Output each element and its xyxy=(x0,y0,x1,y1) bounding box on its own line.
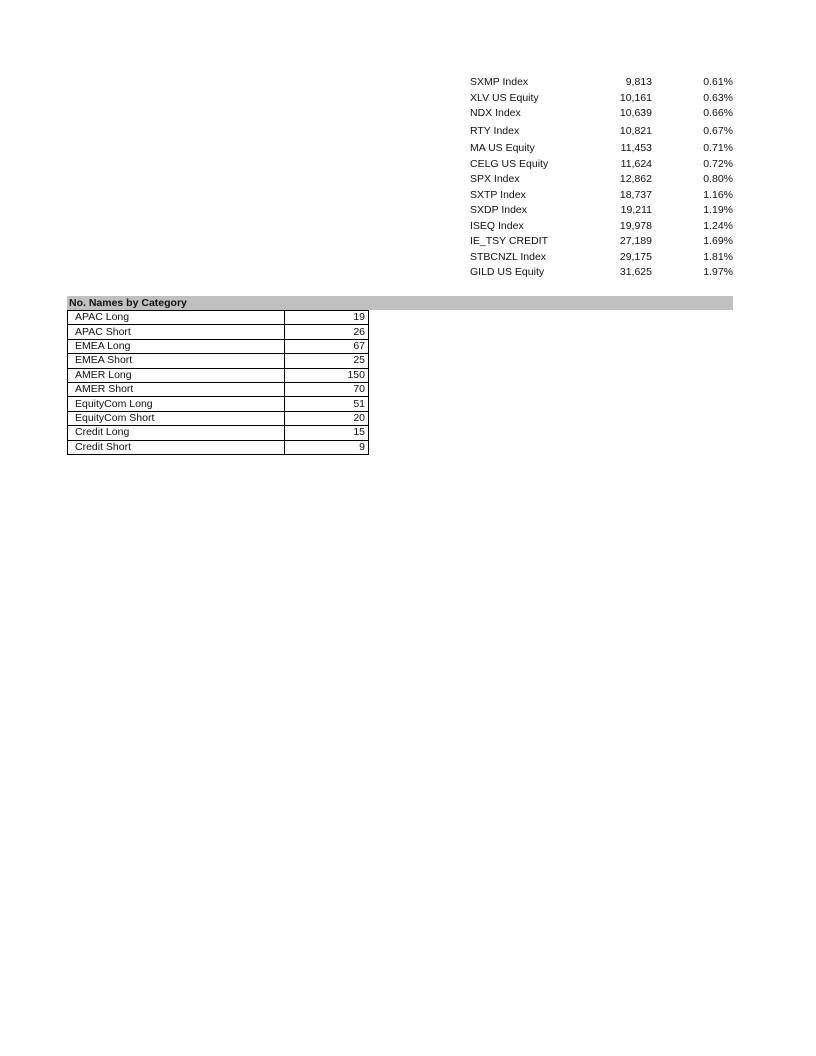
exposure-value: 10,821 xyxy=(619,124,652,137)
exposure-value: 29,175 xyxy=(619,250,652,263)
exposure-row xyxy=(468,250,734,266)
exposure-name: GILD US Equity xyxy=(470,266,545,278)
exposure-row xyxy=(468,203,734,219)
category-count: 70 xyxy=(285,382,369,396)
exposure-row xyxy=(468,157,734,173)
exposure-row xyxy=(468,106,734,122)
exposure-name: IE_TSY CREDIT xyxy=(470,235,548,247)
exposure-name: SXMP Index xyxy=(470,76,529,88)
exposure-percent: 1.81% xyxy=(703,250,733,263)
exposure-percent: 1.16% xyxy=(703,188,733,201)
exposure-value: 19,211 xyxy=(620,204,652,216)
category-count: 51 xyxy=(285,397,369,411)
exposure-row xyxy=(468,141,734,157)
exposure-row xyxy=(468,188,734,204)
exposure-row xyxy=(468,172,734,188)
table-row xyxy=(68,311,369,325)
exposure-percent: 1.24% xyxy=(703,219,733,232)
category-label: Credit Long xyxy=(68,426,285,440)
exposure-percent: 1.69% xyxy=(703,235,733,247)
table-row xyxy=(68,426,369,440)
exposure-value: 9,813 xyxy=(625,76,652,88)
exposure-value: 11,453 xyxy=(620,142,652,154)
category-label: AMER Long xyxy=(68,368,285,382)
exposure-name: SXTP Index xyxy=(470,188,526,201)
table-row xyxy=(68,397,369,411)
table-row xyxy=(68,382,369,396)
exposure-name: ISEQ Index xyxy=(470,219,524,232)
category-section-title: No. Names by Category xyxy=(67,296,733,310)
exposure-name: NDX Index xyxy=(470,107,521,119)
category-count: 67 xyxy=(285,339,369,353)
table-row xyxy=(68,440,369,454)
exposure-row xyxy=(468,75,734,91)
category-label: EMEA Short xyxy=(68,354,285,368)
table-row xyxy=(68,368,369,382)
exposure-value: 27,189 xyxy=(619,235,652,247)
exposure-name: SPX Index xyxy=(470,173,520,185)
exposure-value: 19,978 xyxy=(619,219,652,232)
exposure-percent: 0.80% xyxy=(703,173,733,185)
exposure-name: STBCNZL Index xyxy=(470,250,547,263)
category-count: 150 xyxy=(285,368,369,382)
exposure-value: 10,161 xyxy=(619,91,652,104)
table-row xyxy=(68,354,369,368)
exposure-name: MA US Equity xyxy=(470,142,535,154)
category-label: EMEA Long xyxy=(68,339,285,353)
exposure-percent: 0.63% xyxy=(703,91,733,104)
category-label: AMER Short xyxy=(68,382,285,396)
exposure-percent: 0.66% xyxy=(703,107,733,119)
exposure-percent: 0.61% xyxy=(703,76,733,88)
category-table xyxy=(67,310,369,455)
exposure-name: XLV US Equity xyxy=(470,91,539,104)
category-count: 15 xyxy=(285,426,369,440)
exposure-row xyxy=(468,234,734,250)
exposure-name: RTY Index xyxy=(470,124,520,137)
category-count: 26 xyxy=(285,325,369,339)
category-count: 19 xyxy=(285,311,369,325)
category-count: 9 xyxy=(285,440,369,454)
exposure-percent: 0.67% xyxy=(703,124,733,137)
exposure-row xyxy=(468,265,734,281)
category-label: APAC Long xyxy=(68,311,285,325)
category-label: EquityCom Long xyxy=(68,397,285,411)
exposure-table xyxy=(468,75,734,281)
table-row xyxy=(68,339,369,353)
exposure-value: 12,862 xyxy=(619,173,652,185)
category-label: APAC Short xyxy=(68,325,285,339)
category-count: 20 xyxy=(285,411,369,425)
exposure-row xyxy=(468,91,734,107)
exposure-value: 18,737 xyxy=(619,188,652,201)
exposure-row xyxy=(468,124,734,140)
exposure-name: SXDP Index xyxy=(470,204,528,216)
exposure-row xyxy=(468,219,734,235)
table-row xyxy=(68,411,369,425)
table-row xyxy=(68,325,369,339)
category-count: 25 xyxy=(285,354,369,368)
exposure-value: 11,624 xyxy=(620,157,652,170)
category-label: EquityCom Short xyxy=(68,411,285,425)
exposure-percent: 0.71% xyxy=(703,142,733,154)
exposure-value: 10,639 xyxy=(619,107,652,119)
exposure-value: 31,625 xyxy=(619,266,652,278)
exposure-percent: 1.19% xyxy=(703,204,733,216)
exposure-percent: 1.97% xyxy=(703,266,733,278)
exposure-name: CELG US Equity xyxy=(470,157,549,170)
exposure-percent: 0.72% xyxy=(703,157,733,170)
category-label: Credit Short xyxy=(68,440,285,454)
